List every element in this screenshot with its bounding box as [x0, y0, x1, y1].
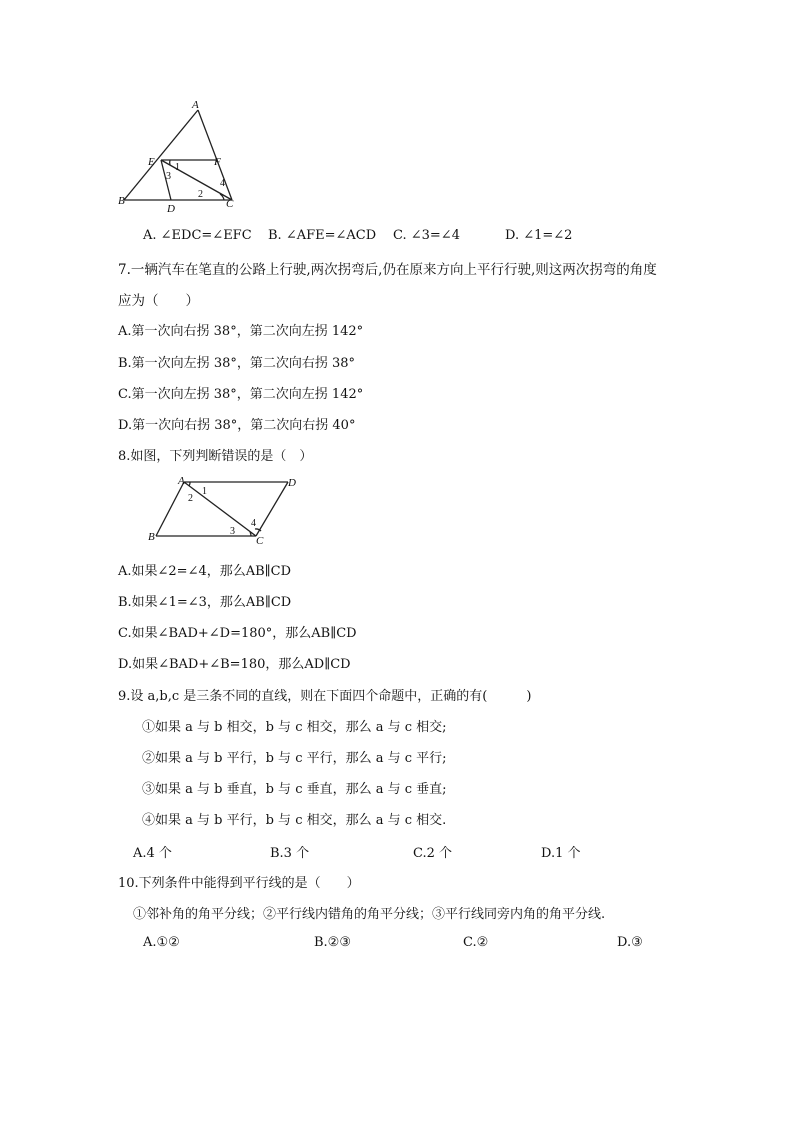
q9-stem: 9.设 a,b,c 是三条不同的直线，则在下面四个命题中，正确的有( ) — [118, 689, 532, 704]
q10-option-b: B.②③ — [314, 935, 351, 950]
q9-statement-3: ③如果 a 与 b 垂直，b 与 c 垂直，那么 a 与 c 垂直; — [142, 782, 447, 797]
q7-option-b: B.第一次向左拐 38°，第二次向右拐 38° — [118, 356, 356, 371]
q9-option-b: B.3 个 — [270, 846, 310, 861]
q7-stem-line1: 7.一辆汽车在笔直的公路上行驶,两次拐弯后,仍在原来方向上平行行驶,则这两次拐弯的角度 — [118, 262, 657, 278]
q10-option-d: D.③ — [617, 935, 643, 950]
angle-label-3: 3 — [230, 526, 235, 537]
q10-stem: 10.下列条件中能得到平行线的是（ ） — [118, 876, 360, 891]
point-label-d: D — [167, 203, 175, 215]
triangle-figure — [112, 96, 252, 216]
q6-option-a: A. ∠EDC=∠EFC — [143, 228, 252, 243]
q10-statement: ①邻补角的角平分线；②平行线内错角的角平分线；③平行线同旁内角的角平分线. — [133, 907, 606, 922]
q10-option-c: C.② — [463, 935, 489, 950]
point-label-c: C — [256, 535, 264, 544]
q9-statement-4: ④如果 a 与 b 平行，b 与 c 相交，那么 a 与 c 相交. — [142, 813, 447, 828]
angle-label-1: 1 — [175, 162, 180, 173]
q8-option-d: D.如果∠BAD+∠B=180，那么AD∥CD — [118, 657, 351, 672]
point-label-a: A — [178, 475, 185, 487]
q8-stem: 8.如图，下列判断错误的是（ ） — [118, 449, 313, 464]
q9-statement-1: ①如果 a 与 b 相交，b 与 c 相交，那么 a 与 c 相交; — [142, 720, 447, 735]
q9-option-d: D.1 个 — [541, 846, 581, 861]
point-label-c: C — [226, 198, 234, 210]
angle-label-4: 4 — [220, 178, 225, 189]
q9-statement-2: ②如果 a 与 b 平行，b 与 c 平行，那么 a 与 c 平行; — [142, 751, 447, 766]
q9-option-c: C.2 个 — [413, 846, 453, 861]
point-label-f: F — [214, 156, 221, 168]
point-label-b: B — [118, 195, 125, 207]
q7-option-a: A.第一次向右拐 38°，第二次向左拐 142° — [118, 324, 364, 339]
q6-option-b: B. ∠AFE=∠ACD — [268, 228, 377, 243]
q10-option-a: A.①② — [143, 935, 180, 950]
point-label-e: E — [148, 156, 155, 168]
q6-option-c: C. ∠3=∠4 — [393, 228, 460, 243]
q7-option-d: D.第一次向右拐 38°，第二次向右拐 40° — [118, 418, 356, 433]
q7-option-c: C.第一次向左拐 38°，第二次向左拐 142° — [118, 387, 364, 402]
angle-label-3: 3 — [166, 171, 171, 182]
point-label-a: A — [192, 99, 199, 111]
q7-stem-line2: 应为（ ） — [118, 293, 199, 309]
q8-option-a: A.如果∠2=∠4，那么AB∥CD — [118, 564, 292, 579]
q6-option-d: D. ∠1=∠2 — [505, 228, 573, 243]
angle-label-1: 1 — [202, 486, 207, 497]
angle-label-4: 4 — [251, 518, 256, 529]
point-label-b: B — [148, 531, 155, 543]
angle-label-2: 2 — [188, 493, 193, 504]
point-label-d: D — [288, 477, 296, 489]
q9-option-a: A.4 个 — [133, 846, 172, 861]
parallelogram-figure — [142, 474, 312, 544]
angle-label-2: 2 — [198, 189, 203, 200]
q8-option-c: C.如果∠BAD+∠D=180°，那么AB∥CD — [118, 626, 357, 641]
q8-option-b: B.如果∠1=∠3，那么AB∥CD — [118, 595, 292, 610]
